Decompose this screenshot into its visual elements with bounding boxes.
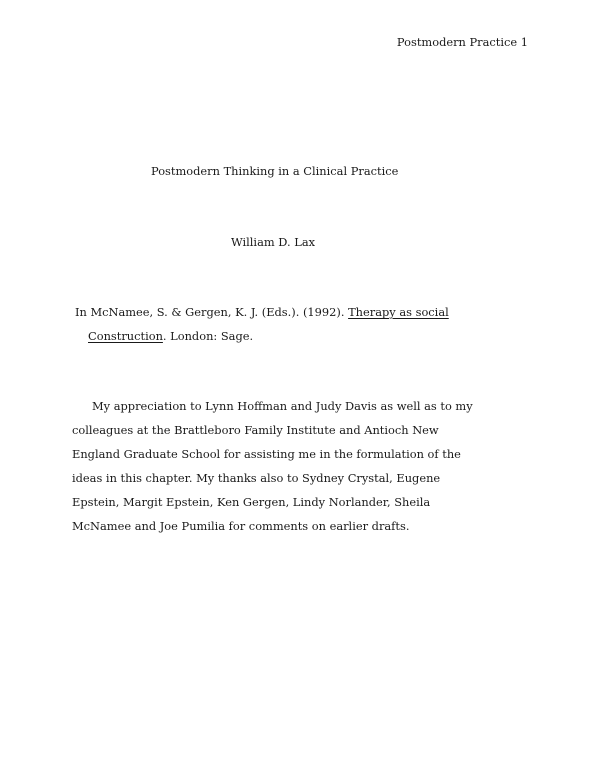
- citation-book-title-part2: Construction: [88, 329, 163, 343]
- citation-line-1: [75, 305, 449, 319]
- acknowledgement-line: McNamee and Joe Pumilia for comments on earlier drafts.: [72, 519, 410, 533]
- author-name: William D. Lax: [231, 235, 316, 249]
- citation-book-title-part1: Therapy as social: [348, 305, 449, 319]
- citation-prefix: In McNamee, S. & Gergen, K. J. (Eds.). (1992).: [75, 305, 349, 319]
- acknowledgement-line: ideas in this chapter. My thanks also to Sydney Crystal, Eugene: [72, 471, 441, 485]
- document-title: Postmodern Thinking in a Clinical Practice: [151, 164, 399, 178]
- acknowledgement-line: My appreciation to Lynn Hoffman and Judy Davis as well as to my: [92, 399, 473, 413]
- acknowledgement-line: colleagues at the Brattleboro Family Institute and Antioch New: [72, 423, 439, 437]
- running-head: Postmodern Practice 1: [396, 35, 528, 49]
- acknowledgement-line: Epstein, Margit Epstein, Ken Gergen, Lindy Norlander, Sheila: [72, 495, 431, 509]
- acknowledgement-line: England Graduate School for assisting me in the formulation of the: [72, 447, 461, 461]
- citation-suffix: . London: Sage.: [162, 329, 254, 343]
- citation-line-2: [88, 329, 253, 343]
